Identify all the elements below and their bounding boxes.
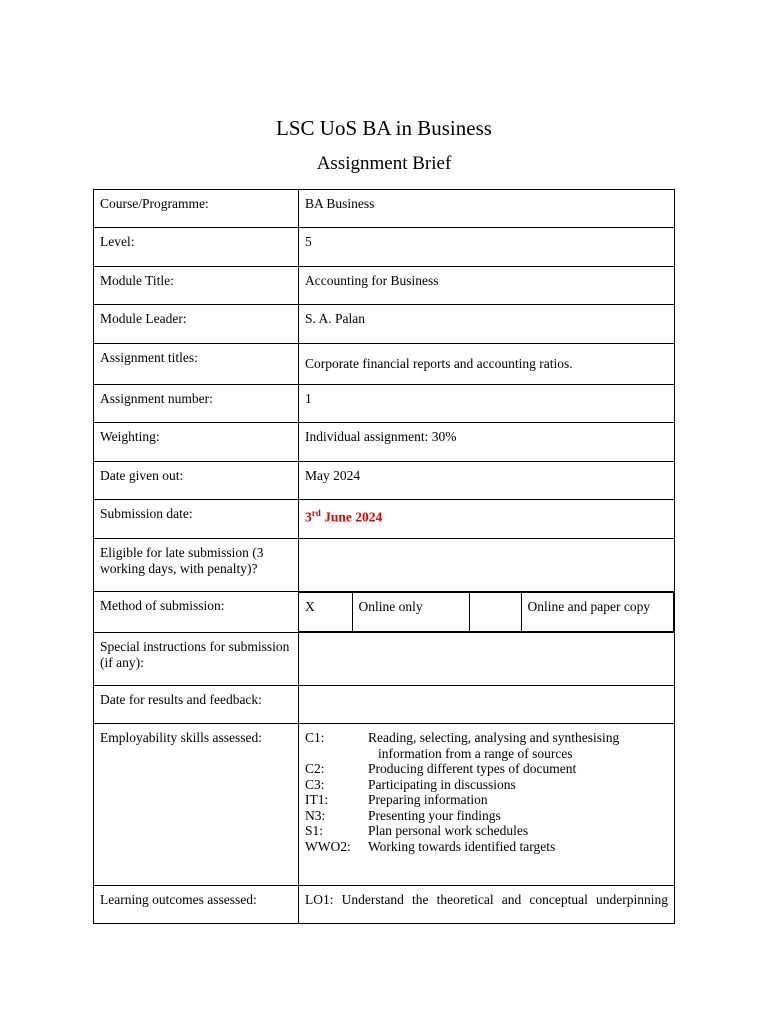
employability-skills-list [299, 724, 675, 886]
learning-outcomes-label: Learning outcomes assessed: [94, 886, 299, 924]
late-submission-value [299, 539, 675, 592]
module-title-value: Accounting for Business [299, 267, 675, 305]
method-options-grid [299, 592, 674, 632]
table-row [94, 686, 675, 724]
skill-code: C2: [305, 761, 325, 776]
online-only-mark: X [299, 593, 352, 632]
special-instructions-value [299, 633, 675, 686]
level-label: Level: [94, 228, 299, 267]
table-row [94, 886, 675, 924]
document-subtitle: Assignment Brief [316, 153, 452, 174]
date-given-label: Date given out: [94, 462, 299, 500]
late-submission-label: Eligible for late submission (3 working days, with penalty)? [94, 539, 299, 592]
module-leader-label: Module Leader: [94, 305, 299, 344]
table-row [94, 539, 675, 592]
table-row [94, 267, 675, 305]
skill-description: Presenting your findings [368, 807, 501, 823]
online-and-paper-option: Online and paper copy [521, 593, 674, 632]
submission-date-label: Submission date: [94, 500, 299, 539]
learning-outcomes-value: LO1: Understand the theoretical and conceptual underpinning [299, 886, 675, 924]
table-row [94, 305, 675, 344]
skill-code: IT1: [305, 792, 329, 807]
submission-date-day: 3 [305, 509, 312, 525]
module-leader-value: S. A. Palan [299, 305, 675, 344]
skill-description-continuation: information from a range of sources [378, 745, 573, 761]
skill-description: Preparing information [368, 792, 488, 807]
table-row [94, 344, 675, 385]
table-row [94, 423, 675, 462]
skill-item [305, 777, 668, 793]
employability-skills-label: Employability skills assessed: [94, 724, 299, 886]
skill-code: N3: [305, 807, 326, 823]
skill-description: Working towards identified targets [368, 838, 556, 854]
assignment-brief-table [93, 189, 675, 924]
table-row [94, 385, 675, 423]
module-title-label: Module Title: [94, 267, 299, 305]
assignment-number-label: Assignment number: [94, 385, 299, 423]
date-given-value: May 2024 [299, 462, 675, 500]
table-row [94, 228, 675, 267]
table-row [94, 500, 675, 539]
method-label: Method of submission: [94, 592, 299, 633]
table-row [94, 592, 675, 633]
skill-code: WWO2: [305, 838, 351, 854]
skill-item [305, 808, 668, 824]
level-value: 5 [299, 228, 675, 267]
table-row [94, 633, 675, 686]
document-title: LSC UoS BA in Business [276, 116, 492, 140]
skill-item [305, 823, 668, 839]
table-row [94, 724, 675, 886]
skill-description: Producing different types of document [368, 761, 577, 776]
submission-date-value [299, 500, 675, 539]
skill-code: C1: [305, 730, 325, 745]
paper-copy-mark [469, 593, 521, 632]
results-feedback-value [299, 686, 675, 724]
weighting-value: Individual assignment: 30% [299, 423, 675, 462]
skill-item [305, 839, 668, 855]
skill-item [305, 730, 668, 746]
weighting-label: Weighting: [94, 423, 299, 462]
course-value: BA Business [299, 190, 675, 228]
special-instructions-label: Special instructions for submission (if any): [94, 633, 299, 686]
table-row [94, 190, 675, 228]
skill-item [305, 761, 668, 777]
course-label: Course/Programme: [94, 190, 299, 228]
skill-code: C3: [305, 776, 325, 792]
assignment-number-value: 1 [299, 385, 675, 423]
skill-item [305, 792, 668, 808]
method-options [299, 592, 675, 633]
online-only-option: Online only [352, 593, 469, 632]
submission-date-rest: June 2024 [320, 509, 383, 525]
results-feedback-label: Date for results and feedback: [94, 686, 299, 724]
skill-code: S1: [305, 823, 324, 838]
skill-description: Participating in discussions [368, 776, 516, 792]
table-row [94, 462, 675, 500]
assignment-titles-value: Corporate financial reports and accounting ratios. [299, 344, 675, 385]
submission-date-suffix: rd [311, 508, 321, 518]
skill-description: Reading, selecting, analysing and synthesising [368, 730, 620, 745]
skill-item-continuation [305, 746, 668, 762]
skill-description: Plan personal work schedules [368, 823, 529, 838]
assignment-titles-label: Assignment titles: [94, 344, 299, 385]
